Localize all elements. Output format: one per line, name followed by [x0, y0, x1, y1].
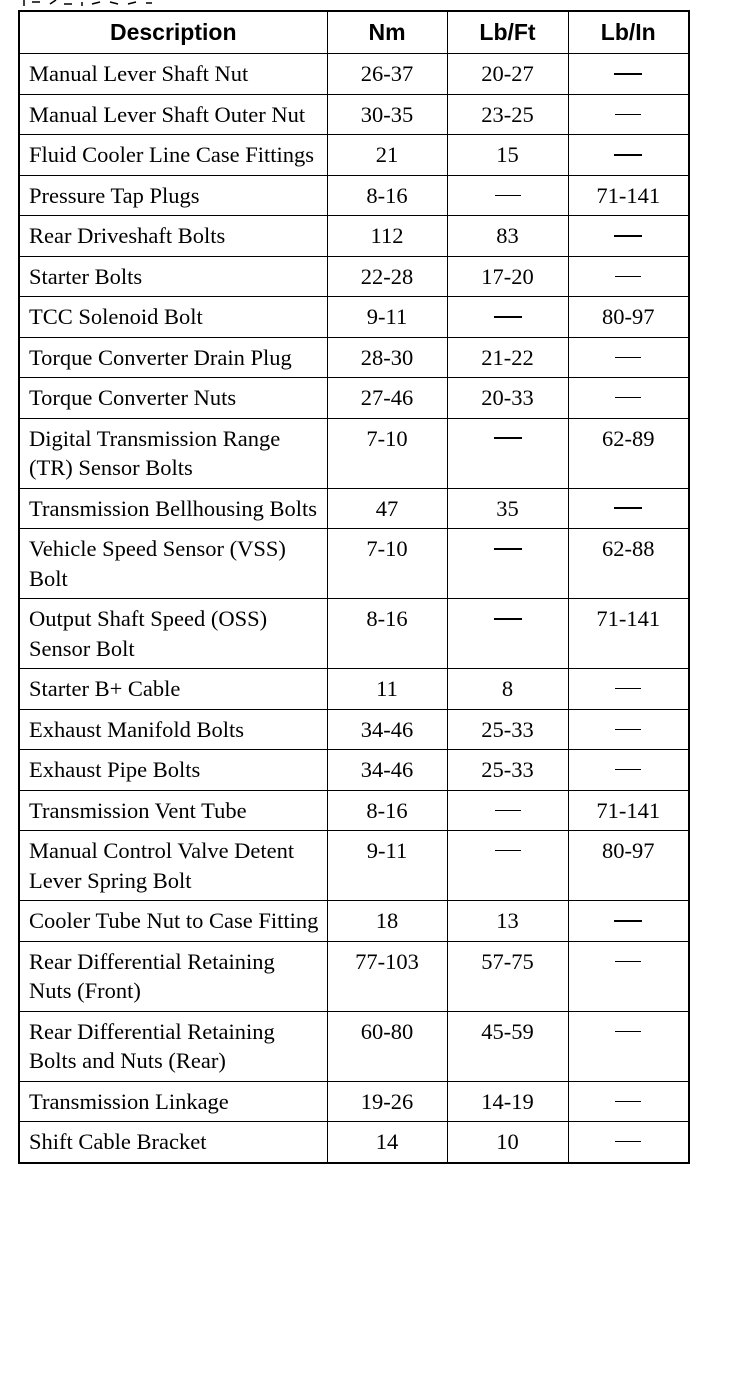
- not-applicable-dash: [615, 729, 641, 730]
- row-lb-ft-value: 57-75: [447, 941, 568, 1011]
- cropped-heading-fragment: [20, 0, 170, 8]
- header-lb-in: Lb/In: [568, 11, 689, 54]
- row-description: Starter Bolts: [19, 256, 327, 297]
- row-nm-value: 9-11: [327, 831, 447, 901]
- row-lb-ft-value: 23-25: [447, 94, 568, 135]
- row-nm-value: 8-16: [327, 175, 447, 216]
- row-lb-ft-value: [447, 831, 568, 901]
- table-row: [19, 1081, 689, 1122]
- row-lb-ft-value: 10: [447, 1122, 568, 1163]
- not-applicable-dash: [614, 507, 642, 509]
- row-lb-ft-value: [447, 297, 568, 338]
- not-applicable-dash: [495, 850, 521, 851]
- not-applicable-dash: [615, 357, 641, 358]
- table-row: [19, 750, 689, 791]
- row-nm-value: 18: [327, 901, 447, 942]
- row-nm-value: 34-46: [327, 750, 447, 791]
- row-nm-value: 7-10: [327, 529, 447, 599]
- header-nm: Nm: [327, 11, 447, 54]
- row-nm-value: 47: [327, 488, 447, 529]
- not-applicable-dash: [615, 769, 641, 770]
- table-row: [19, 135, 689, 176]
- table-row: [19, 337, 689, 378]
- row-lb-in-value: [568, 135, 689, 176]
- row-description: Exhaust Pipe Bolts: [19, 750, 327, 791]
- row-lb-ft-value: [447, 418, 568, 488]
- table-row: [19, 256, 689, 297]
- row-lb-in-value: [568, 1011, 689, 1081]
- not-applicable-dash: [615, 688, 641, 689]
- row-lb-ft-value: 20-33: [447, 378, 568, 419]
- row-lb-in-value: 62-88: [568, 529, 689, 599]
- row-lb-in-value: [568, 216, 689, 257]
- row-description: Transmission Linkage: [19, 1081, 327, 1122]
- row-nm-value: 9-11: [327, 297, 447, 338]
- row-nm-value: 27-46: [327, 378, 447, 419]
- not-applicable-dash: [495, 810, 521, 811]
- row-nm-value: 112: [327, 216, 447, 257]
- table-row: [19, 709, 689, 750]
- row-nm-value: 8-16: [327, 599, 447, 669]
- row-nm-value: 60-80: [327, 1011, 447, 1081]
- row-description: Pressure Tap Plugs: [19, 175, 327, 216]
- row-lb-ft-value: 25-33: [447, 750, 568, 791]
- not-applicable-dash: [494, 316, 522, 318]
- not-applicable-dash: [615, 397, 641, 398]
- row-lb-ft-value: 17-20: [447, 256, 568, 297]
- row-lb-in-value: [568, 256, 689, 297]
- row-lb-in-value: 71-141: [568, 790, 689, 831]
- not-applicable-dash: [495, 195, 521, 196]
- row-lb-ft-value: 15: [447, 135, 568, 176]
- not-applicable-dash: [614, 920, 642, 922]
- not-applicable-dash: [494, 618, 522, 620]
- row-description: TCC Solenoid Bolt: [19, 297, 327, 338]
- table-row: [19, 175, 689, 216]
- row-description: Transmission Vent Tube: [19, 790, 327, 831]
- row-description: Rear Driveshaft Bolts: [19, 216, 327, 257]
- row-lb-ft-value: [447, 599, 568, 669]
- row-description: Exhaust Manifold Bolts: [19, 709, 327, 750]
- not-applicable-dash: [614, 73, 642, 75]
- row-lb-in-value: 71-141: [568, 599, 689, 669]
- row-description: Torque Converter Drain Plug: [19, 337, 327, 378]
- table-row: [19, 94, 689, 135]
- row-nm-value: 21: [327, 135, 447, 176]
- row-lb-in-value: [568, 709, 689, 750]
- row-description: Fluid Cooler Line Case Fittings: [19, 135, 327, 176]
- table-row: [19, 418, 689, 488]
- not-applicable-dash: [615, 1141, 641, 1142]
- row-description: Starter B+ Cable: [19, 669, 327, 710]
- row-lb-in-value: 80-97: [568, 297, 689, 338]
- row-nm-value: 34-46: [327, 709, 447, 750]
- row-nm-value: 22-28: [327, 256, 447, 297]
- row-lb-ft-value: [447, 529, 568, 599]
- row-nm-value: 30-35: [327, 94, 447, 135]
- not-applicable-dash: [615, 114, 641, 115]
- row-lb-ft-value: 35: [447, 488, 568, 529]
- not-applicable-dash: [615, 961, 641, 962]
- row-lb-ft-value: 45-59: [447, 1011, 568, 1081]
- table-row: [19, 790, 689, 831]
- row-lb-ft-value: [447, 175, 568, 216]
- table-row: [19, 831, 689, 901]
- not-applicable-dash: [615, 1101, 641, 1102]
- row-lb-ft-value: 83: [447, 216, 568, 257]
- row-description: Manual Lever Shaft Nut: [19, 54, 327, 95]
- table-row: [19, 54, 689, 95]
- row-lb-in-value: [568, 488, 689, 529]
- row-lb-in-value: [568, 94, 689, 135]
- torque-spec-table: [18, 10, 690, 1164]
- row-lb-in-value: 62-89: [568, 418, 689, 488]
- header-description: Description: [19, 11, 327, 54]
- not-applicable-dash: [494, 548, 522, 550]
- table-row: [19, 1122, 689, 1163]
- row-nm-value: 7-10: [327, 418, 447, 488]
- row-lb-ft-value: [447, 790, 568, 831]
- table-row: [19, 669, 689, 710]
- row-description: Transmission Bellhousing Bolts: [19, 488, 327, 529]
- row-nm-value: 28-30: [327, 337, 447, 378]
- table-row: [19, 529, 689, 599]
- row-description: Vehicle Speed Sensor (VSS) Bolt: [19, 529, 327, 599]
- row-lb-in-value: 80-97: [568, 831, 689, 901]
- row-nm-value: 8-16: [327, 790, 447, 831]
- row-description: Torque Converter Nuts: [19, 378, 327, 419]
- row-lb-ft-value: 25-33: [447, 709, 568, 750]
- row-description: Rear Differential Retaining Nuts (Front): [19, 941, 327, 1011]
- not-applicable-dash: [615, 1031, 641, 1032]
- table-row: [19, 378, 689, 419]
- table-row: [19, 297, 689, 338]
- row-nm-value: 77-103: [327, 941, 447, 1011]
- header-row: [19, 11, 689, 54]
- header-lb-ft: Lb/Ft: [447, 11, 568, 54]
- row-lb-in-value: [568, 750, 689, 791]
- row-nm-value: 19-26: [327, 1081, 447, 1122]
- row-nm-value: 14: [327, 1122, 447, 1163]
- table-row: [19, 941, 689, 1011]
- table-row: [19, 1011, 689, 1081]
- table-row: [19, 901, 689, 942]
- not-applicable-dash: [615, 276, 641, 277]
- row-lb-ft-value: 20-27: [447, 54, 568, 95]
- table-row: [19, 216, 689, 257]
- row-nm-value: 11: [327, 669, 447, 710]
- row-lb-in-value: [568, 941, 689, 1011]
- table-row: [19, 599, 689, 669]
- row-lb-ft-value: 13: [447, 901, 568, 942]
- row-lb-in-value: [568, 901, 689, 942]
- row-nm-value: 26-37: [327, 54, 447, 95]
- row-lb-ft-value: 21-22: [447, 337, 568, 378]
- row-lb-in-value: 71-141: [568, 175, 689, 216]
- row-description: Digital Transmission Range (TR) Sensor Bolts: [19, 418, 327, 488]
- row-description: Cooler Tube Nut to Case Fitting: [19, 901, 327, 942]
- not-applicable-dash: [614, 154, 642, 156]
- table-row: [19, 488, 689, 529]
- row-lb-in-value: [568, 1081, 689, 1122]
- row-lb-ft-value: 8: [447, 669, 568, 710]
- row-lb-in-value: [568, 1122, 689, 1163]
- row-description: Manual Control Valve Detent Lever Spring Bolt: [19, 831, 327, 901]
- not-applicable-dash: [614, 235, 642, 237]
- row-lb-in-value: [568, 378, 689, 419]
- row-description: Rear Differential Retaining Bolts and Nuts (Rear): [19, 1011, 327, 1081]
- not-applicable-dash: [494, 437, 522, 439]
- row-description: Shift Cable Bracket: [19, 1122, 327, 1163]
- row-description: Output Shaft Speed (OSS) Sensor Bolt: [19, 599, 327, 669]
- row-lb-ft-value: 14-19: [447, 1081, 568, 1122]
- row-lb-in-value: [568, 669, 689, 710]
- row-lb-in-value: [568, 54, 689, 95]
- row-description: Manual Lever Shaft Outer Nut: [19, 94, 327, 135]
- row-lb-in-value: [568, 337, 689, 378]
